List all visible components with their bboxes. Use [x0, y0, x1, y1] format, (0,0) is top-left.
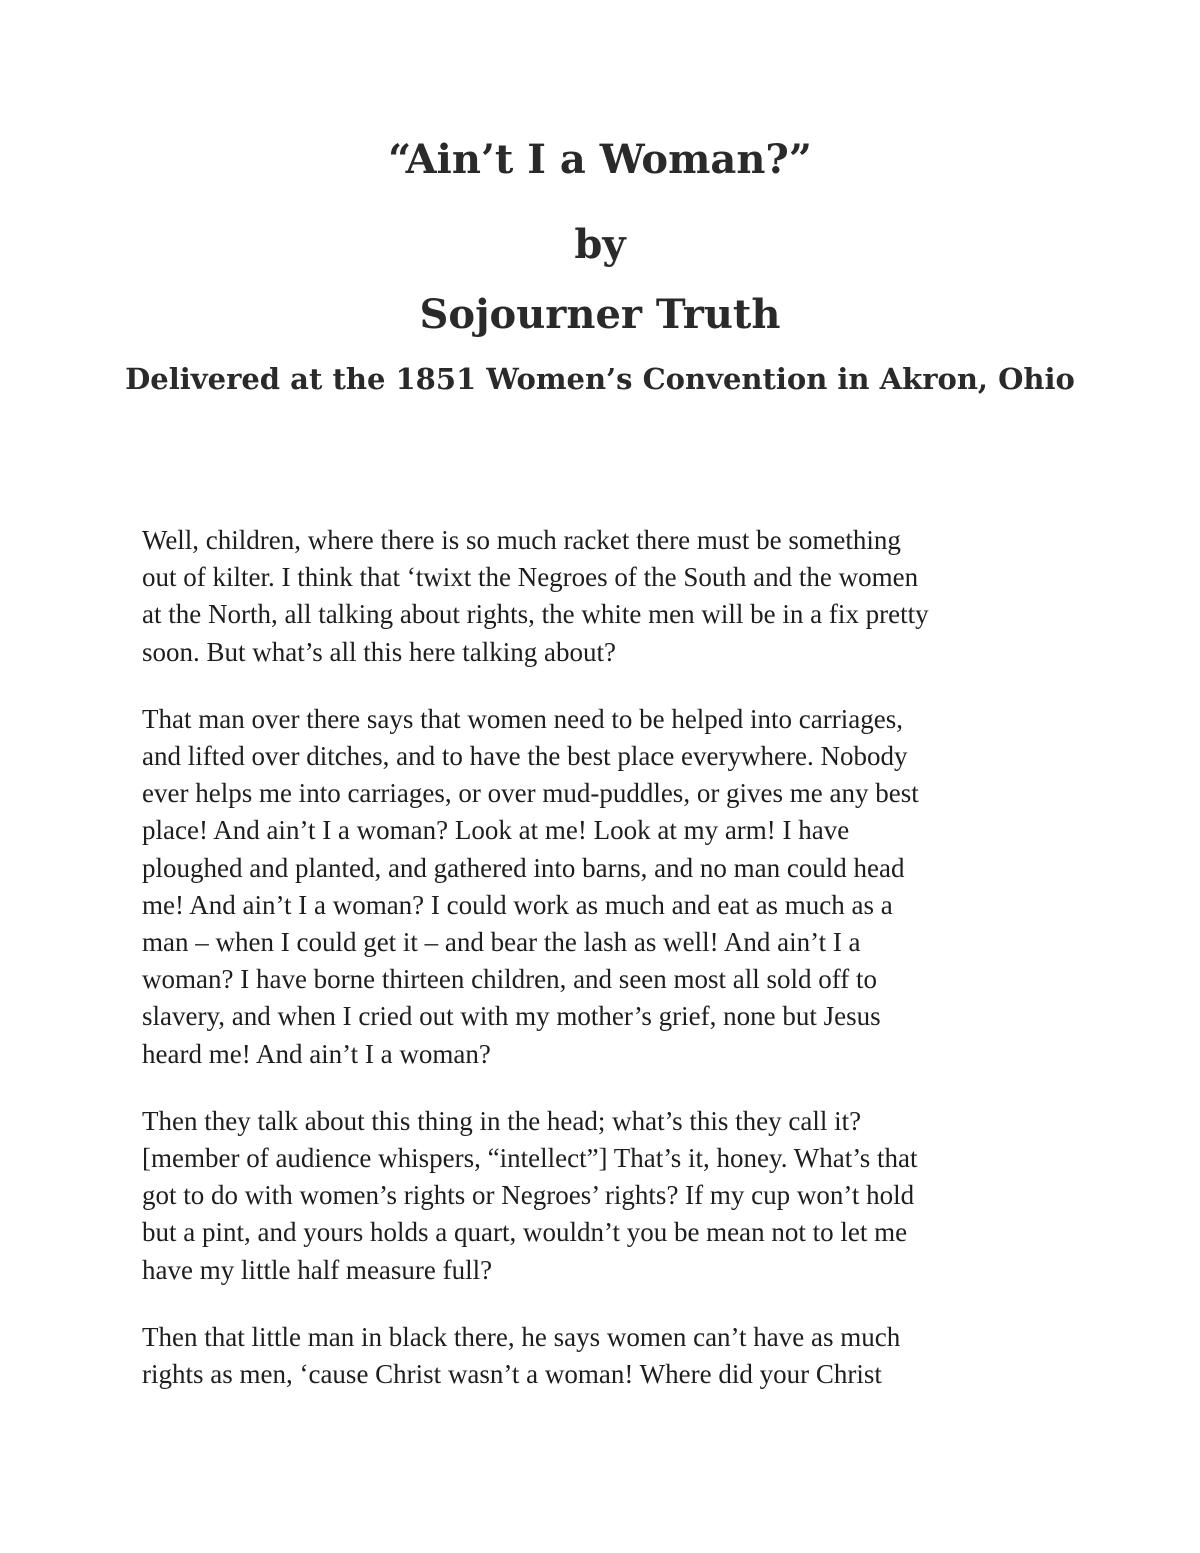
text-line: got to do with women’s rights or Negroes’ rights? If my cup won’t hold: [142, 1180, 915, 1211]
paragraph-2: [142, 701, 1082, 1073]
text-line: and lifted over ditches, and to have the best place everywhere. Nobody: [142, 741, 908, 772]
text-line: That man over there says that women need to be helped into carriages,: [142, 703, 903, 734]
text-line: Well, children, where there is so much racket there must be something: [142, 525, 901, 555]
text-line: Then they talk about this thing in the head; what’s this they call it?: [142, 1105, 862, 1136]
text-line: rights as men, ‘cause Christ wasn’t a woman! Where did your Christ: [142, 1359, 882, 1390]
text-line: man – when I could get it – and bear the lash as well! And ain’t I a: [142, 927, 861, 958]
text-line: ploughed and planted, and gathered into barns, and no man could head: [142, 852, 905, 883]
subtitle: [100, 358, 1100, 400]
text-line: ever helps me into carriages, or over mud-puddles, or gives me any best: [142, 778, 919, 809]
text-line: out of kilter. I think that ‘twixt the Negroes of the South and the women: [142, 562, 919, 593]
text-line: woman? I have borne thirteen children, and seen most all sold off to: [142, 964, 878, 995]
text-line: me! And ain’t I a woman? I could work as much and eat as much as a: [142, 889, 893, 920]
speech-body: [142, 522, 1082, 1423]
subtitle-line: Ohio: [998, 362, 1075, 396]
subtitle-line: Delivered at the 1851 Women’s Convention in Akron,: [125, 362, 989, 396]
byline: by: [574, 221, 626, 268]
paragraph-3: [142, 1103, 1082, 1289]
paragraph-1: [142, 522, 1082, 671]
text-line: have my little half measure full?: [142, 1254, 493, 1285]
text-line: place! And ain’t I a woman? Look at me! Look at my arm! I have: [142, 815, 850, 846]
text-line: [member of audience whispers, “intellect”] That’s it, honey. What’s that: [142, 1143, 918, 1174]
author-name: Sojourner Truth: [419, 291, 781, 338]
text-line: at the North, all talking about rights, the white men will be in a fix pretty: [142, 599, 929, 630]
paragraph-4: [142, 1319, 1082, 1393]
text-line: but a pint, and yours holds a quart, wouldn’t you be mean not to let me: [142, 1217, 908, 1248]
text-line: heard me! And ain’t I a woman?: [142, 1038, 491, 1069]
text-line: slavery, and when I cried out with my mother’s grief, none but Jesus: [142, 1001, 881, 1032]
text-line: Then that little man in black there, he says women can’t have as much: [142, 1321, 901, 1352]
document-title: “Ain’t I a Woman?”: [388, 136, 812, 183]
text-line: soon. But what’s all this here talking about?: [142, 636, 616, 667]
